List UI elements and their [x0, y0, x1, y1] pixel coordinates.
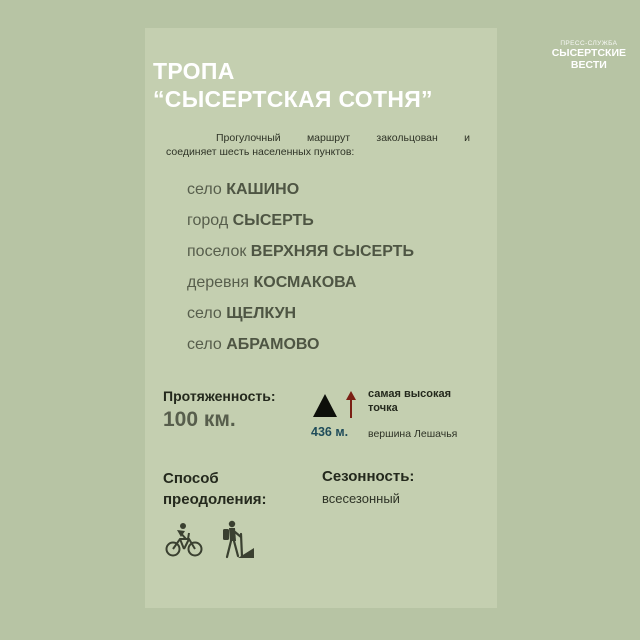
place-type: город: [187, 212, 229, 229]
place-name: ЩЕЛКУН: [226, 305, 297, 322]
place-item: [187, 305, 414, 336]
brand-logo: [552, 40, 626, 71]
place-item: [187, 274, 414, 305]
method-line-1: Способ: [163, 470, 219, 487]
place-item: [187, 212, 414, 243]
place-item: [187, 243, 414, 274]
peak-label: [368, 387, 478, 415]
intro-word: закольцован: [376, 132, 438, 144]
method-label: [163, 468, 267, 510]
place-name: ВЕРХНЯЯ СЫСЕРТЬ: [250, 243, 414, 260]
intro-word: и: [464, 132, 470, 144]
place-type: село: [187, 181, 222, 198]
peak-label-line-2: точка: [368, 402, 398, 414]
place-name: КАШИНО: [226, 181, 300, 198]
peak-name: вершина Лешачья: [368, 428, 458, 440]
method-line-2: преодоления:: [163, 491, 267, 508]
brand-line-1: СЫСЕРТСКИЕ: [551, 47, 626, 59]
hiker-icon: [216, 520, 256, 560]
places-list: [187, 181, 414, 367]
title-line-2: “СЫСЕРТСКАЯ СОТНЯ”: [153, 86, 433, 112]
place-type: село: [187, 305, 222, 322]
length-label: Протяженность:: [163, 388, 276, 404]
intro-text: [166, 131, 470, 159]
place-name: АБРАМОВО: [226, 336, 320, 353]
season-value: всесезонный: [322, 491, 400, 506]
title-line-1: ТРОПА: [153, 58, 235, 84]
peak-label-line-1: самая высокая: [368, 388, 451, 400]
place-item: [187, 336, 414, 367]
place-type: село: [187, 336, 222, 353]
intro-word: маршрут: [306, 132, 351, 144]
place-name: КОСМАКОВА: [253, 274, 357, 291]
mountain-icon: [311, 389, 361, 423]
length-value: 100 км.: [163, 408, 236, 431]
peak-altitude: 436 м.: [311, 425, 349, 439]
intro-word: Прогулочный: [216, 132, 281, 144]
brand-small: ПРЕСС-СЛУЖБА: [560, 40, 618, 47]
place-name: СЫСЕРТЬ: [232, 212, 314, 229]
brand-line-2: ВЕСТИ: [570, 59, 607, 71]
season-label: Сезонность:: [322, 468, 415, 485]
place-type: поселок: [187, 243, 247, 260]
place-item: [187, 181, 414, 212]
place-type: деревня: [187, 274, 250, 291]
bicycle-icon: [165, 522, 203, 558]
intro-line-2: соединяет шесть населенных пунктов:: [166, 146, 355, 158]
